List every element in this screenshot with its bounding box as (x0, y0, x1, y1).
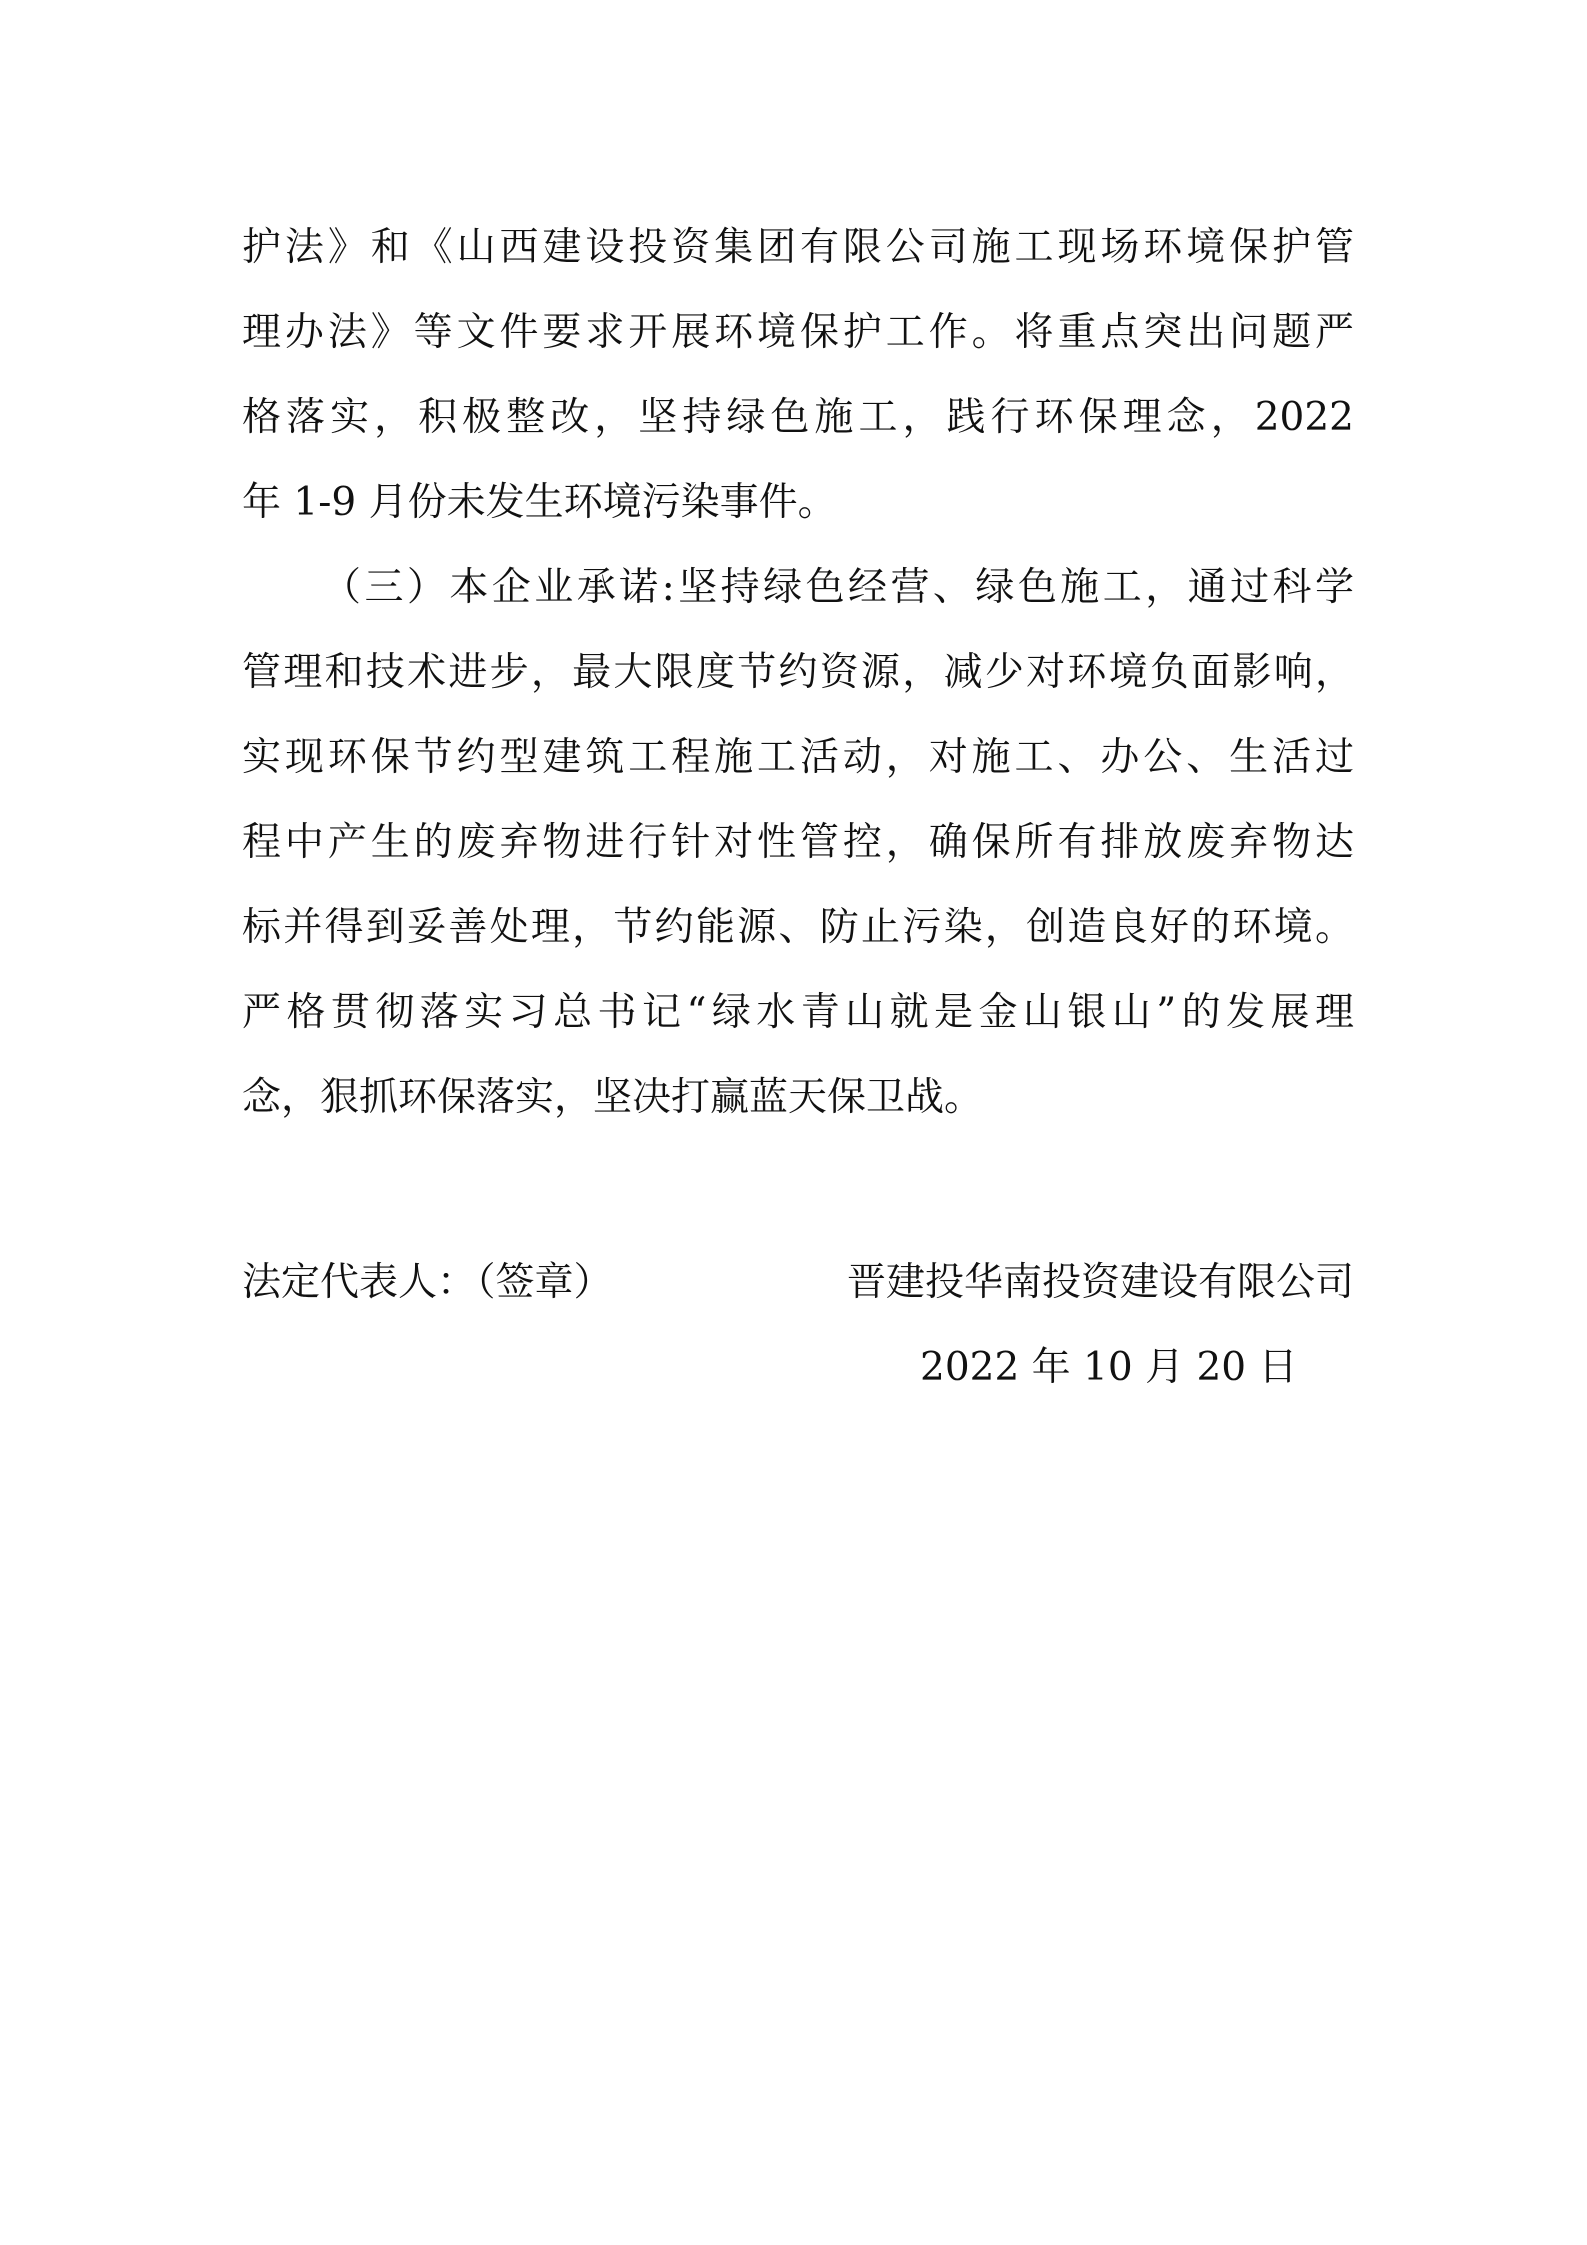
paragraph-2-line-5: 标并得到妥善处理，节约能源、防止污染，创造良好的环境。 (242, 905, 1354, 950)
company-name: 晋建投华南投资建设有限公司 (846, 1260, 1354, 1305)
representative-label: 法定代表人：（签章） (242, 1260, 613, 1305)
signature-row (242, 1240, 1354, 1325)
paragraph-2-line-2: 管理和技术进步，最大限度节约资源，减少对环境负面影响， (242, 650, 1354, 695)
paragraph-2-line-7: 念，狠抓环保落实，坚决打赢蓝天保卫战。 (242, 1075, 984, 1120)
signature-date: 2022 年 10 月 20 日 (920, 1345, 1298, 1390)
paragraph-2-line-1: （三）本企业承诺:坚持绿色经营、绿色施工，通过科学 (322, 565, 1354, 610)
paragraph-1-line-4: 年 1-9 月份未发生环境污染事件。 (242, 480, 837, 525)
paragraph-2-line-4: 程中产生的废弃物进行针对性管控，确保所有排放废弃物达 (242, 820, 1354, 865)
paragraph-2-line-3: 实现环保节约型建筑工程施工活动，对施工、办公、生活过 (242, 735, 1354, 780)
paragraph-2-line-6: 严格贯彻落实习总书记“绿水青山就是金山银山”的发展理 (242, 990, 1354, 1035)
document-body (242, 205, 1354, 1140)
paragraph-1-line-1: 护法》和《山西建设投资集团有限公司施工现场环境保护管 (242, 225, 1354, 270)
paragraph-1-line-3: 格落实，积极整改，坚持绿色施工，践行环保理念，2022 (242, 395, 1354, 440)
paragraph-1-line-2: 理办法》等文件要求开展环境保护工作。将重点突出问题严 (242, 310, 1354, 355)
